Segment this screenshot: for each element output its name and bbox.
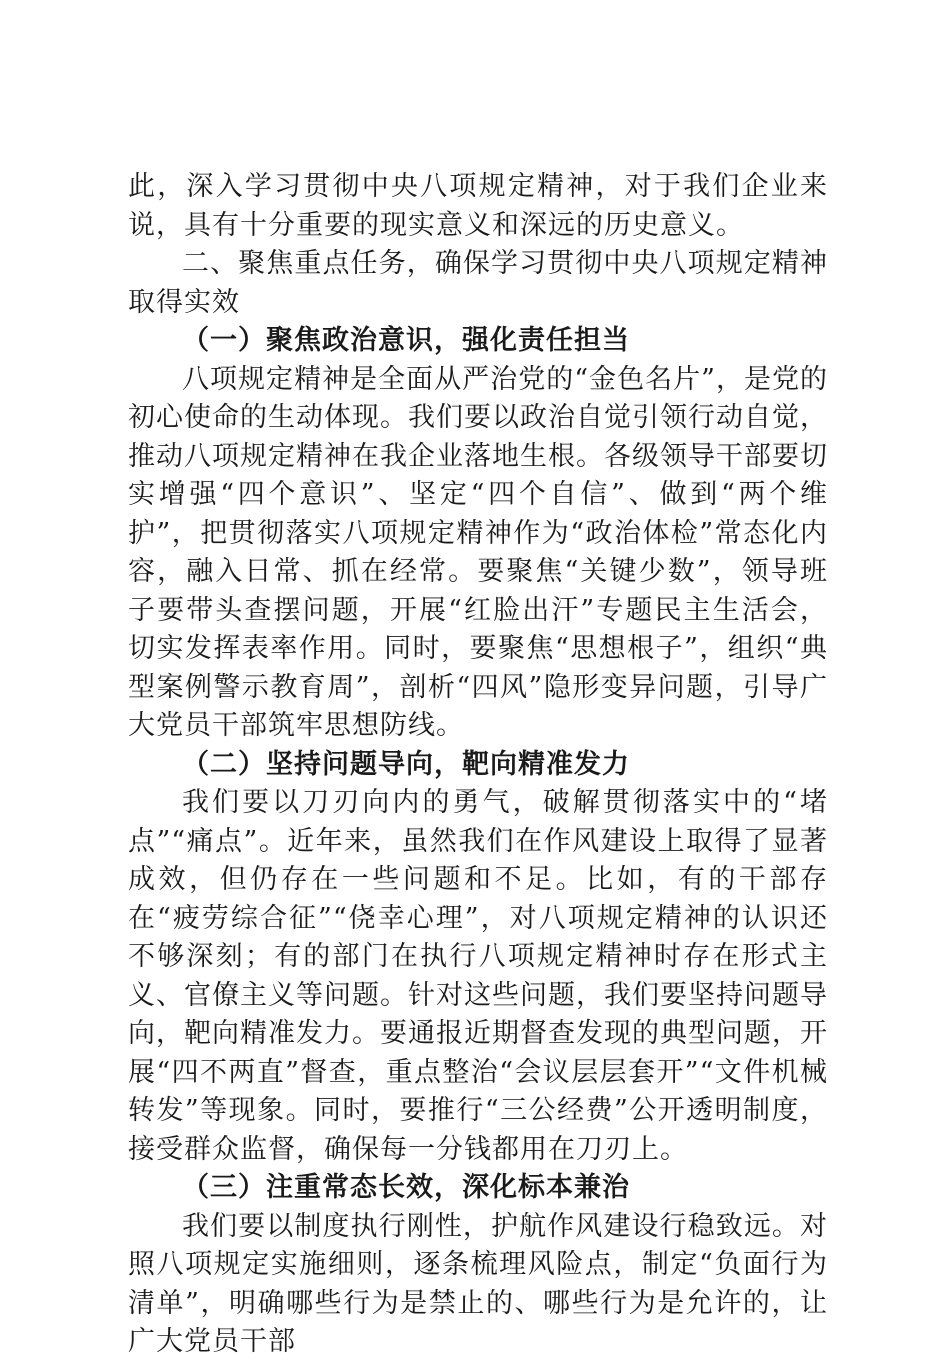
- paragraph-continued: 此，深入学习贯彻中央八项规定精神，对于我们企业来说，具有十分重要的现实意义和深远的历史意义。: [128, 171, 828, 241]
- section-heading: 二、聚焦重点任务，确保学习贯彻中央八项规定精神取得实效: [128, 248, 828, 318]
- subsection-heading-1: （一）聚焦政治意识，强化责任担当: [182, 325, 630, 356]
- subsection-heading-3: （三）注重常态长效，深化标本兼治: [182, 1172, 630, 1203]
- subsection-heading-2: （二）坚持问题导向，靶向精准发力: [182, 748, 630, 780]
- document-body: [128, 168, 828, 1362]
- body-paragraph-2: 我们要以刀刃向内的勇气，破解贯彻落实中的“堵点”“痛点”。近年来，虽然我们在作风建设上取得了显著成效，但仍存在一些问题和不足。比如，有的干部存在“疲劳综合征”“侥幸心理”，对八项规定精神的认识还不够深刻；有的部门在执行八项规定精神时存在形式主义、官僚主义等问题。针对这些问题，我们要坚持问题导向，靶向精准发力。要通报近期督查发现的典型问题，开展“四不两直”督查，重点整治“会议层层套开”“文件机械转发”等现象。同时，要推行“三公经费”公开透明制度，接受群众监督，确保每一分钱都用在刀刃上。: [128, 787, 828, 1165]
- body-paragraph-3: 我们要以制度执行刚性，护航作风建设行稳致远。对照八项规定实施细则，逐条梳理风险点，制定“负面行为清单”，明确哪些行为是禁止的、哪些行为是允许的，让广大党员干部: [128, 1210, 828, 1357]
- body-paragraph-1: 八项规定精神是全面从严治党的“金色名片”，是党的初心使命的生动体现。我们要以政治自觉引领行动自觉，推动八项规定精神在我企业落地生根。各级领导干部要切实增强“四个意识”、坚定“四个自信”、做到“两个维护”，把贯彻落实八项规定精神作为“政治体检”常态化内容，融入日常、抓在经常。要聚焦“关键少数”，领导班子要带头查摆问题，开展“红脸出汗”专题民主生活会，切实发挥表率作用。同时，要聚焦“思想根子”，组织“典型案例警示教育周”，剖析“四风”隐形变异问题，引导广大党员干部筑牢思想防线。: [128, 363, 828, 741]
